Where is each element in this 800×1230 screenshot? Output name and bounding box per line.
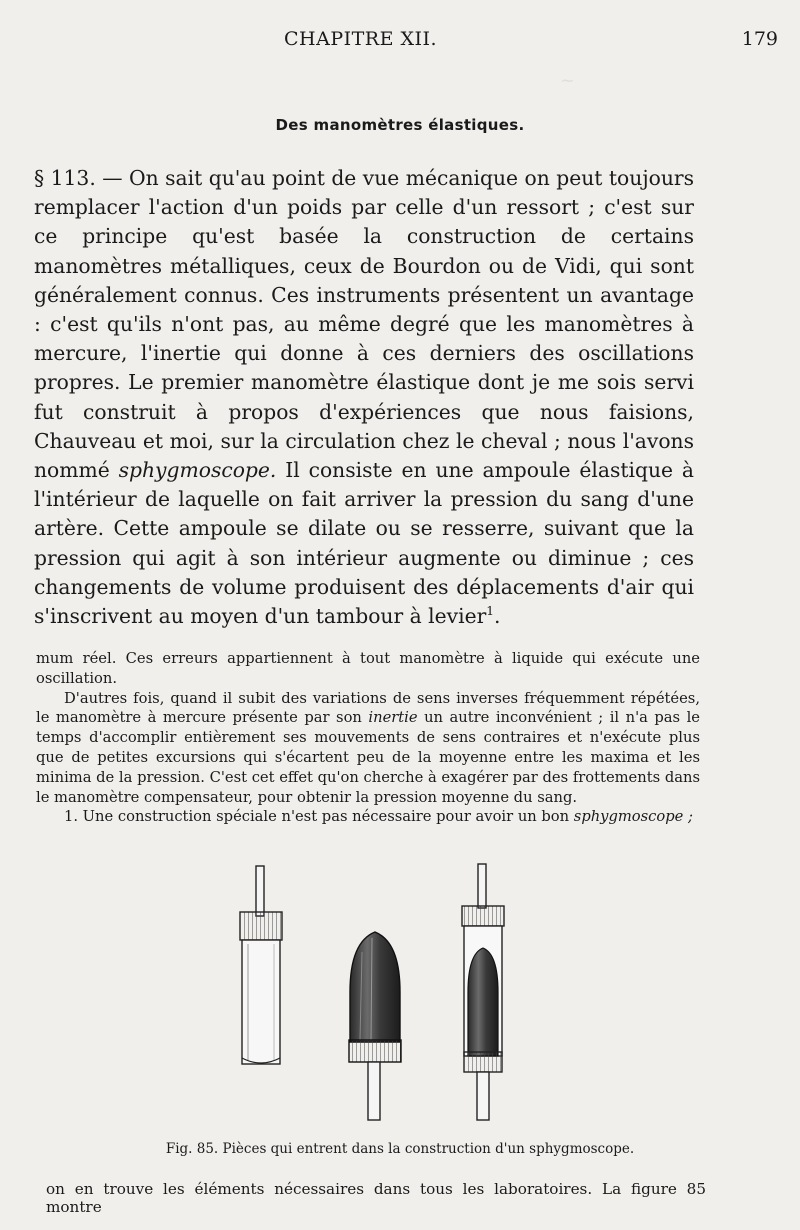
- assembled-sphygmoscope-piece: [462, 864, 504, 1120]
- main-text-part2: Il consiste en une ampoule élastique à l'intérieur de laquelle on fait arriver la pression du sang d'une artère. Cette ampoule se dilate ou se resserre, suivant que la pression qui agit à son intérieur augmente ou diminue ; ces changements de volume produisent des déplacements d'air qui s'inscrivent au moyen d'un tambour à levier: [34, 458, 695, 629]
- main-paragraph: [34, 164, 694, 631]
- rubber-bulb-piece: [349, 932, 401, 1120]
- footnote-1-italic: sphygmoscope ;: [573, 808, 693, 826]
- section-title: Des manomètres élastiques.: [275, 116, 525, 134]
- section-mark: § 113.: [34, 166, 96, 190]
- figure-caption: Fig. 85. Pièces qui entrent dans la construction d'un sphygmoscope.: [165, 1141, 635, 1157]
- page-number: 179: [741, 28, 778, 50]
- running-title: CHAPITRE XII.: [284, 28, 438, 50]
- footnote-para2-part2: un autre inconvénient ; il n'a pas le temps d'accomplir entièrement ses mouvements de sens contraires et n'exécute plus que de petites excursions qui s'écartent peu de la moyenne entre les maxima et les minima de la pression. C'est cet effet qu'on cherche à exagérer par des frottements dans le manomètre compensateur, pour obtenir la pression moyenne du sang.: [36, 709, 700, 806]
- footnote-continuation-bottom: on en trouve les éléments nécessaires dans tous les laboratoires. La figure 85 montre: [46, 1180, 706, 1216]
- bleed-through: ~: [560, 70, 576, 91]
- main-text-part1: — On sait qu'au point de vue mécanique on peut toujours remplacer l'action d'un poids par celle d'un ressort ; c'est sur ce principe qu'est basée la construction de certains manomètres métalliques, ceux de Bourdon ou de Vidi, qui sont généralement connus. Ces instruments présentent un avantage : c'est qu'ils n'ont pas, au même degré que les manomètres à mercure, l'inertie qui donne à ces derniers des oscillations propres. Le premier manomètre élastique dont je me sois servi fut construit à propos d'expériences que nous faisions, Chauveau et moi, sur la circulation chez le cheval ; nous l'avons nommé: [34, 166, 694, 483]
- footnote-ref: 1: [486, 604, 495, 619]
- footnote-para2-part1: D'autres fois, quand il subit des variations de sens inverses fréquemment répétées, le manomètre à mercure présente par son: [36, 689, 700, 727]
- footnote-paragraph-2: [36, 689, 700, 808]
- footnote-continuation: mum réel. Ces erreurs appartiennent à tout manomètre à liquide qui exécute une oscillation.: [36, 650, 700, 687]
- footnotes: [36, 649, 700, 827]
- footnote-1: [36, 807, 700, 827]
- page-header: [34, 28, 778, 54]
- main-text-end: .: [494, 604, 501, 629]
- glass-tube-piece: [240, 866, 282, 1064]
- sphygmoscope-figure: [200, 862, 560, 1132]
- footnote-para2-italic: inertie: [368, 709, 418, 727]
- italic-term: sphygmoscope.: [118, 458, 277, 483]
- footnote-1-part1: 1. Une construction spéciale n'est pas nécessaire pour avoir un bon: [64, 808, 574, 826]
